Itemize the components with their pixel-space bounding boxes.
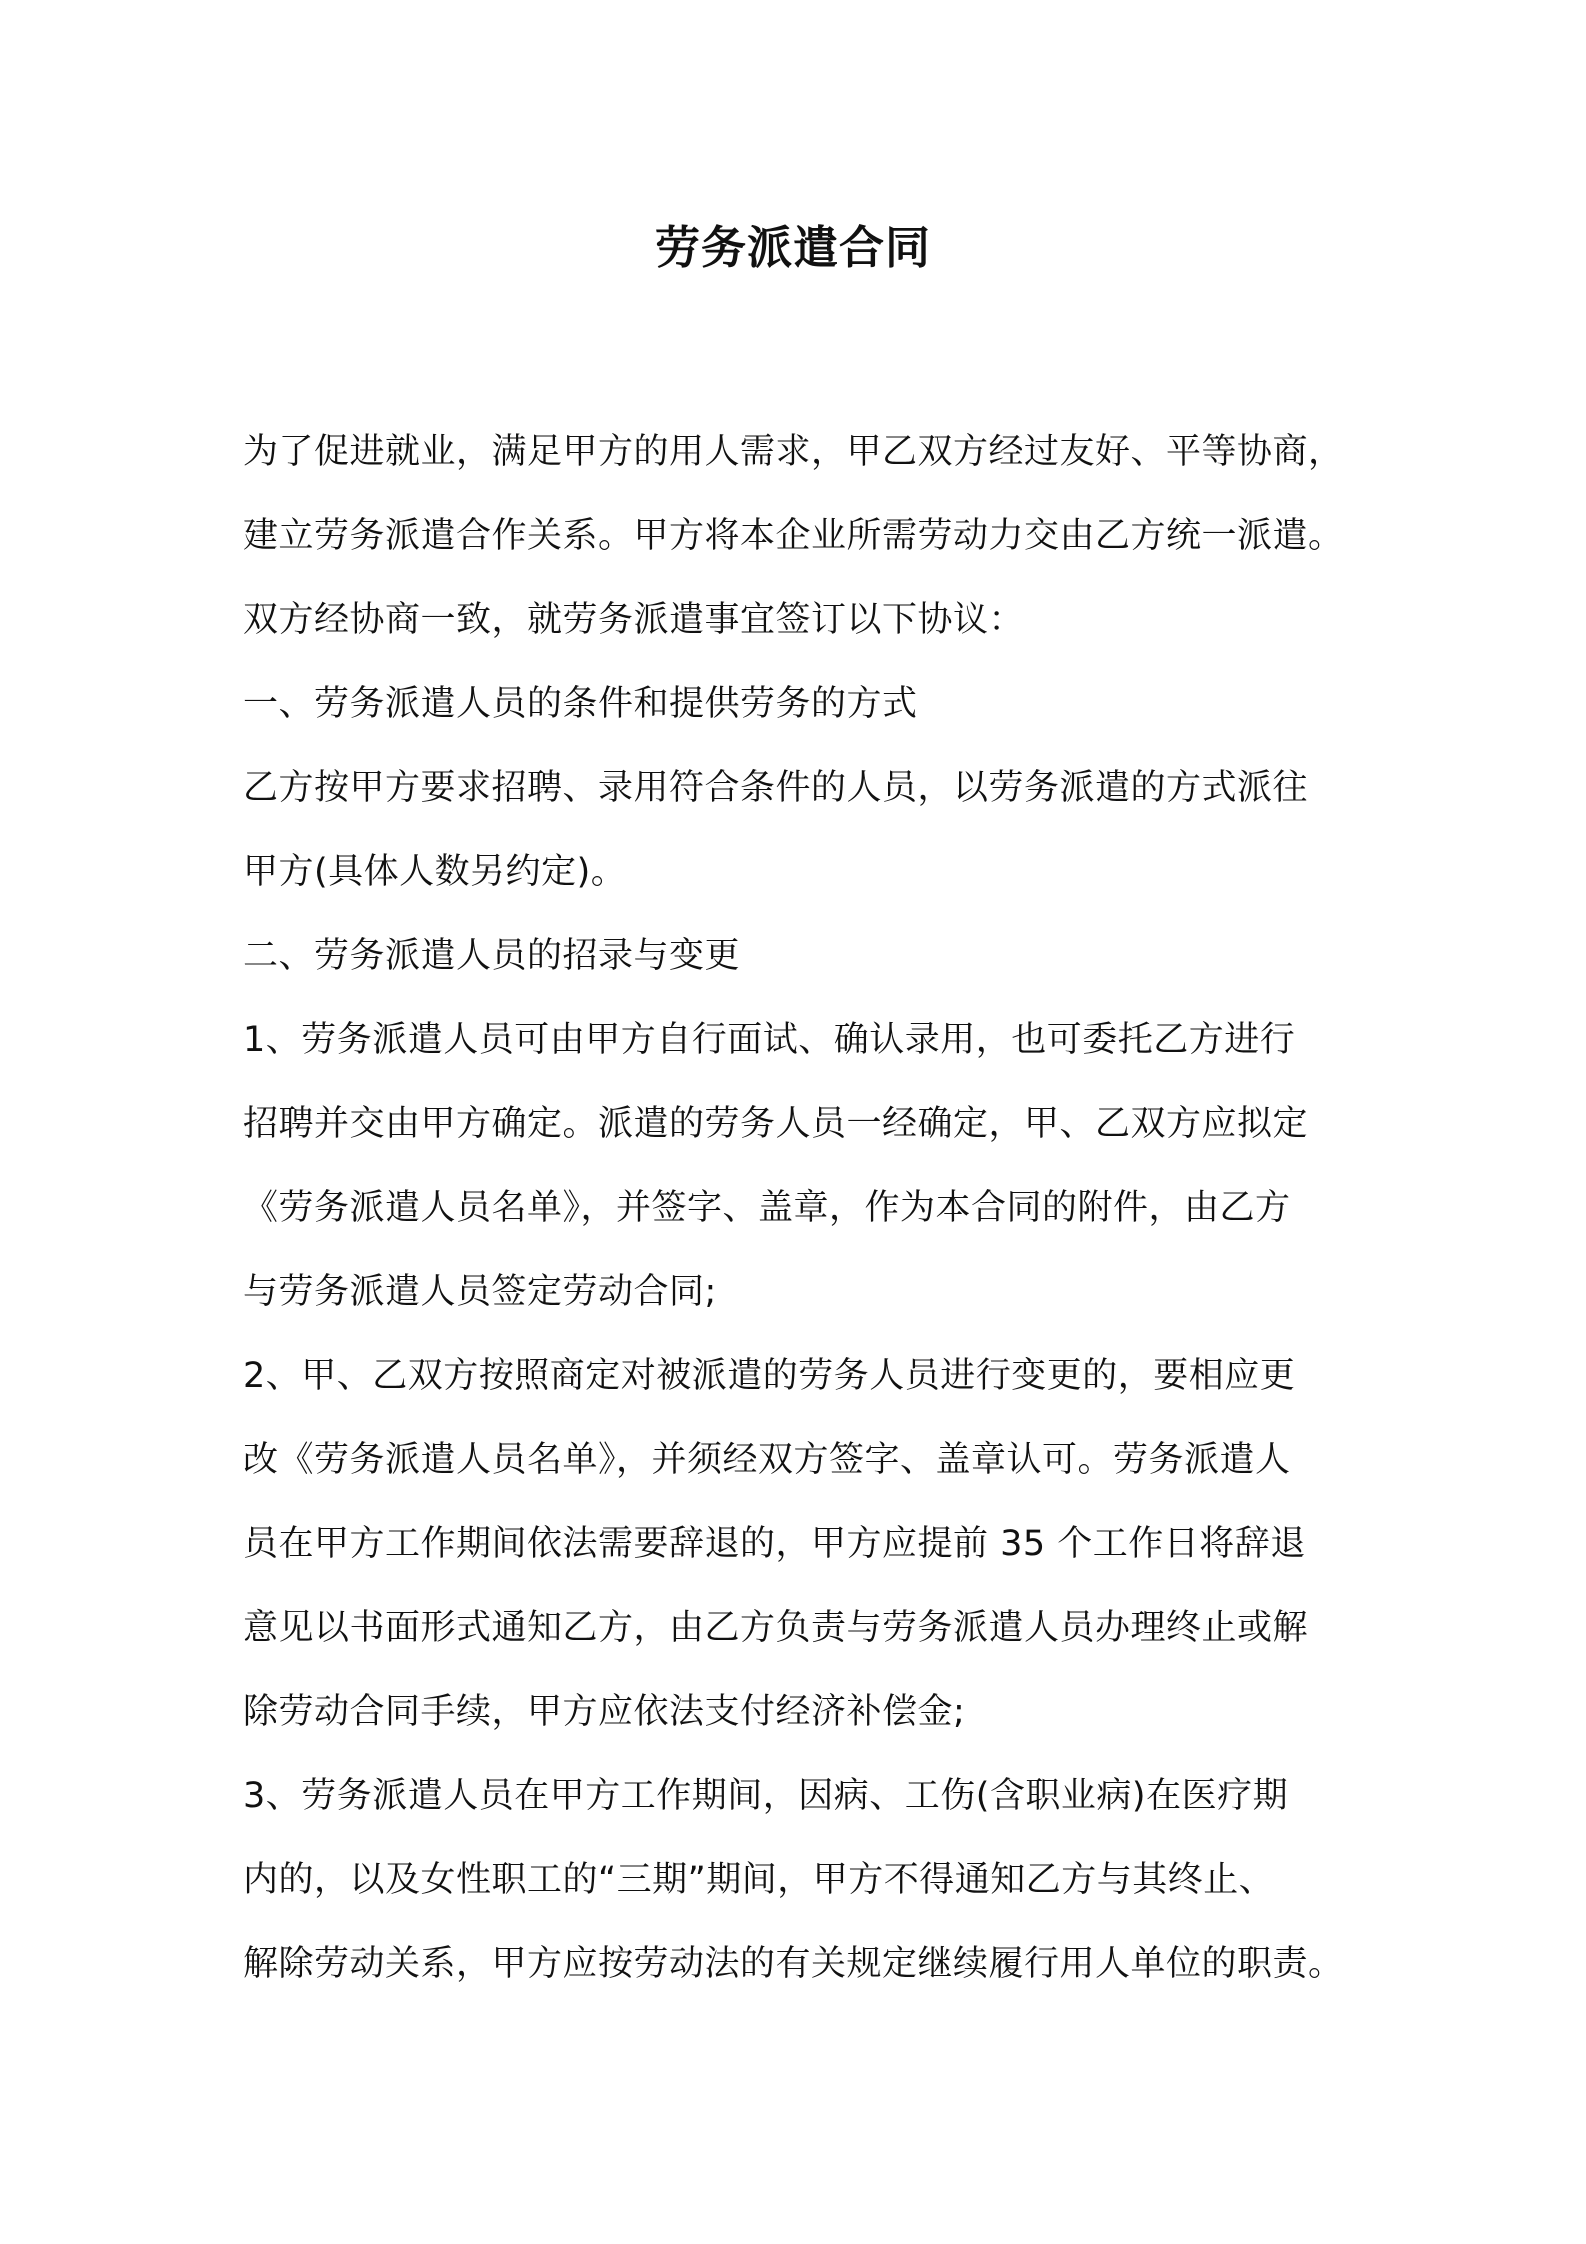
- clause-line: 1、劳务派遣人员可由甲方自行面试、确认录用，也可委托乙方进行: [243, 1020, 1296, 1060]
- clause-line: 改《劳务派遣人员名单》，并须经双方签字、盖章认可。劳务派遣人: [243, 1440, 1291, 1480]
- clause-line: 除劳动合同手续，甲方应依法支付经济补偿金;: [243, 1692, 966, 1732]
- body-line: 建立劳务派遣合作关系。甲方将本企业所需劳动力交由乙方统一派遣。: [243, 516, 1344, 556]
- clause-line: 内的，以及女性职工的“三期”期间，甲方不得通知乙方与其终止、: [243, 1860, 1275, 1900]
- clause-line: 招聘并交由甲方确定。派遣的劳务人员一经确定，甲、乙双方应拟定: [243, 1104, 1309, 1144]
- section-heading: 一、劳务派遣人员的条件和提供劳务的方式: [243, 684, 918, 724]
- body-line: 双方经协商一致，就劳务派遣事宜签订以下协议：: [243, 600, 1025, 640]
- body-line: 甲方(具体人数另约定)。: [243, 852, 627, 892]
- section-heading: 二、劳务派遣人员的招录与变更: [243, 936, 741, 976]
- document-title: 劳务派遣合同: [654, 221, 931, 274]
- clause-line: 2、甲、乙双方按照商定对被派遣的劳务人员进行变更的，要相应更: [243, 1356, 1296, 1396]
- body-line: 为了促进就业，满足甲方的用人需求，甲乙双方经过友好、平等协商，: [243, 432, 1344, 472]
- clause-line: 与劳务派遣人员签定劳动合同;: [243, 1272, 717, 1312]
- clause-line: 员在甲方工作期间依法需要辞退的，甲方应提前 35 个工作日将辞退: [243, 1524, 1306, 1564]
- body-line: 乙方按甲方要求招聘、录用符合条件的人员，以劳务派遣的方式派往: [243, 768, 1309, 808]
- clause-line: 3、劳务派遣人员在甲方工作期间，因病、工伤(含职业病)在医疗期: [243, 1776, 1289, 1816]
- clause-line: 意见以书面形式通知乙方，由乙方负责与劳务派遣人员办理终止或解: [243, 1608, 1309, 1648]
- clause-line: 解除劳动关系，甲方应按劳动法的有关规定继续履行用人单位的职责。: [243, 1944, 1344, 1984]
- document-body: [243, 410, 1383, 2006]
- clause-line: 《劳务派遣人员名单》，并签字、盖章，作为本合同的附件，由乙方: [243, 1188, 1291, 1228]
